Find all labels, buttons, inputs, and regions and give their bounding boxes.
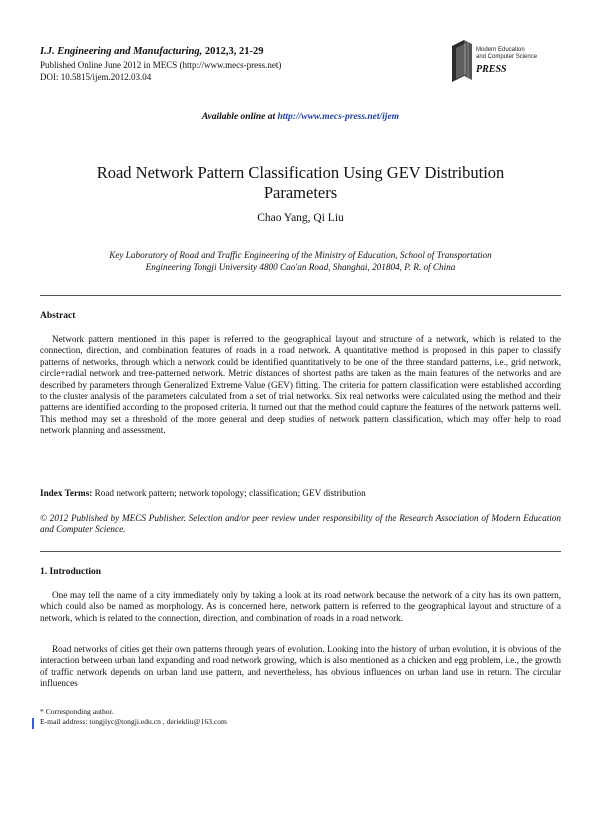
footnote-email: E-mail address: tongjiyc@tongji.edu.cn , deriekliu@163.com: [40, 717, 227, 726]
footnote-corresponding: * Corresponding author.: [40, 707, 114, 716]
change-bar: [32, 718, 34, 729]
journal-name: I.J. Engineering and Manufacturing,: [40, 46, 203, 57]
introduction-paragraph-2: Road networks of cities get their own patterns through years of evolution. Looking into the history of urban evolution, it is obvious of the interaction between urban land expanding and road network growing, which is also mentioned as a chicken and egg problem, i.e., the growth of traffic network depends on urban land use pattern, and nevertheless, has obvious influences on urban land use in return. The circular influences: [40, 644, 561, 689]
introduction-heading: 1. Introduction: [40, 567, 102, 577]
availability-line: [0, 112, 601, 122]
logo-line2: and Computer Science: [476, 54, 538, 60]
publisher-logo: [448, 36, 558, 88]
paper-title: [40, 163, 561, 203]
published-online: Published Online June 2012 in MECS (http://www.mecs-press.net): [40, 60, 282, 70]
affiliation-line2: Engineering Tongji University 4800 Cao'an Road, Shanghai, 201804, P. R. of China: [145, 262, 456, 272]
abstract-heading: Abstract: [40, 311, 76, 321]
divider-top: [40, 295, 561, 296]
authors: Chao Yang, Qi Liu: [257, 212, 344, 224]
paper-title-line1: Road Network Pattern Classification Using GEV Distribution: [96, 163, 505, 182]
abstract-text: Network pattern mentioned in this paper is referred to the geographical layout and structure of a network, which is related to the connection, direction, and combination features of roads in a road network. A quantitative method is proposed in this paper to classify patterns of networks, through which a network could be identified quantitatively to be one of the three standard patterns, i.e., grid network, circle+radial network and tree-patterned network. Metric distances of shortest paths are taken as the main features of the networks and are described by parameters through Generalized Extreme Value (GEV) fitting. The criteria for pattern classification were established according to the cluster analysis of the parameters calculated from a set of trial networks. Six real networks were calculated using the method and their patterns are identified according to the proposed criteria. It turned out that the method could capture the features of the network patterns well. This method may set a threshold of the more general and deep studies of network pattern classification, which may offer help to road network planning and assessment.: [40, 334, 561, 436]
availability-prefix: Available online at: [201, 112, 278, 122]
journal-volume: 2012,3, 21-29: [202, 46, 264, 57]
introduction-paragraph-1: One may tell the name of a city immediately only by taking a look at its road network because the network of a city has its own pattern, which could also be named as morphology. As is concerned here, network pattern is referred to the geographical layout and structure of a network, which is related to the connection, direction, and combination of roads in a road network.: [40, 590, 561, 623]
doi: DOI: 10.5815/ijem.2012.03.04: [40, 72, 152, 82]
copyright-notice: © 2012 Published by MECS Publisher. Selection and/or peer review under responsibility of the Research Association of Modern Education and Computer Science.: [40, 513, 561, 535]
journal-url-link[interactable]: http://www.mecs-press.net/ijem: [277, 112, 400, 122]
affiliation-line1: Key Laboratory of Road and Traffic Engineering of the Ministry of Education, School of Transportation: [109, 250, 492, 260]
logo-press: PRESS: [476, 64, 507, 75]
paper-title-line2: Parameters: [263, 183, 338, 202]
book-stack-icon: [448, 36, 558, 88]
index-terms-label: Index Terms:: [40, 488, 93, 498]
logo-line1: Modern Education: [476, 47, 525, 53]
affiliation: [40, 249, 561, 273]
index-terms-text: Road network pattern; network topology; classification; GEV distribution: [92, 488, 366, 498]
divider-bottom: [40, 551, 561, 552]
index-terms: [40, 488, 561, 499]
journal-citation: [40, 46, 263, 57]
